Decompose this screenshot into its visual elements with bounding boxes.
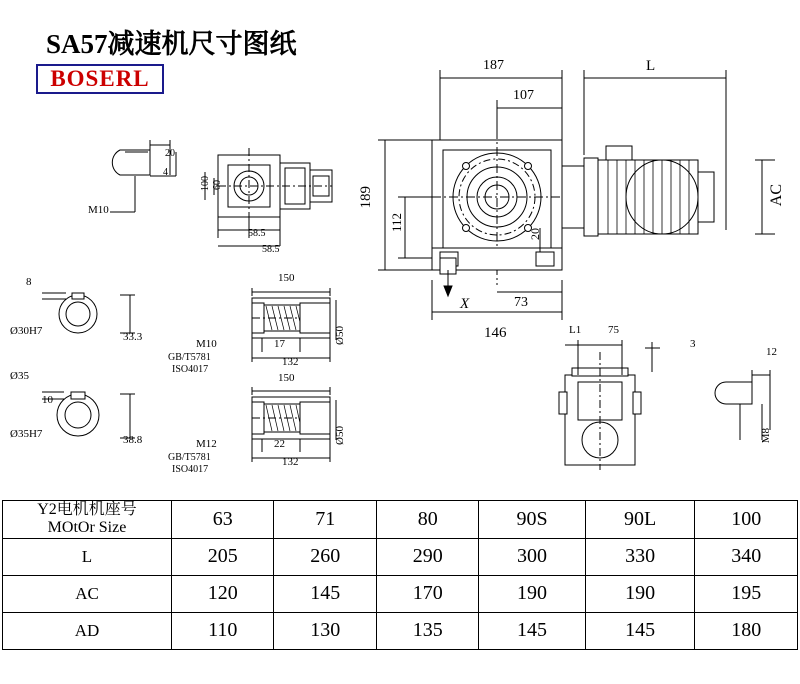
cell: 330 <box>585 538 695 575</box>
dim-100: 100 <box>200 176 211 191</box>
cell: 110 <box>172 612 274 649</box>
cell: 100 <box>695 501 798 539</box>
dim-d35h7: Ø35H7 <box>10 428 43 440</box>
std-iso4017-lower: ISO4017 <box>172 464 209 475</box>
std-iso4017-upper: ISO4017 <box>172 364 209 375</box>
dim-20-key: 20 <box>165 148 175 159</box>
label-m10-upper: M10 <box>196 338 217 350</box>
dim-4-key: 4 <box>163 167 168 178</box>
cell: 205 <box>172 538 274 575</box>
row-header-line2: MOtOr Size <box>47 519 127 537</box>
cell: 135 <box>376 612 478 649</box>
row-header-l: L <box>3 538 172 575</box>
cell: 130 <box>274 612 376 649</box>
dim-17: 17 <box>274 338 285 350</box>
dim-585-b: 58.5 <box>262 244 280 255</box>
spec-table <box>2 500 798 650</box>
dim-150-lower: 150 <box>278 372 295 384</box>
dim-AC: AC <box>768 184 785 207</box>
dim-10: 10 <box>42 394 53 406</box>
cell: 190 <box>585 575 695 612</box>
cell: 145 <box>479 612 585 649</box>
cell: 260 <box>274 538 376 575</box>
dim-132-lower: 132 <box>282 456 299 468</box>
std-gbt5781-lower: GB/T5781 <box>168 452 211 463</box>
table-row <box>3 501 798 539</box>
row-header-motor-size <box>3 501 172 539</box>
dim-75: 75 <box>608 324 619 336</box>
table-row <box>3 575 798 612</box>
cell: 290 <box>376 538 478 575</box>
dim-107: 107 <box>513 88 534 103</box>
row-header-ac: AC <box>3 575 172 612</box>
dim-22: 22 <box>274 438 285 450</box>
dim-d30h7: Ø30H7 <box>10 325 43 337</box>
label-m10-key: M10 <box>88 204 109 216</box>
cell: 180 <box>695 612 798 649</box>
cell: 63 <box>172 501 274 539</box>
marker-x: X <box>460 296 470 312</box>
cell: 190 <box>479 575 585 612</box>
cell: 71 <box>274 501 376 539</box>
dim-L1: L1 <box>569 324 582 336</box>
dim-d35: Ø35 <box>10 370 29 382</box>
dim-12: 12 <box>766 346 777 358</box>
cell: 90L <box>585 501 695 539</box>
dim-146: 146 <box>484 325 507 341</box>
dim-60: 60 <box>212 180 223 190</box>
dim-73: 73 <box>514 295 528 310</box>
brand-logo: BOSERL <box>50 66 150 91</box>
row-header-ad: AD <box>3 612 172 649</box>
table-row <box>3 538 798 575</box>
dim-8: 8 <box>26 276 32 288</box>
dim-3: 3 <box>690 338 696 350</box>
dim-388: 38.8 <box>123 434 143 446</box>
std-gbt5781-upper: GB/T5781 <box>168 352 211 363</box>
cell: 195 <box>695 575 798 612</box>
dim-585-a: 58.5 <box>248 228 266 239</box>
label-m12-lower: M12 <box>196 438 217 450</box>
page-title: SA57减速机尺寸图纸 <box>46 29 297 59</box>
dim-d50-upper: Ø50 <box>334 326 346 345</box>
dim-20-body: 20 <box>528 228 542 240</box>
dim-d50-lower: Ø50 <box>334 426 346 445</box>
cell: 300 <box>479 538 585 575</box>
dim-132-upper: 132 <box>282 356 299 368</box>
dim-187: 187 <box>483 58 504 73</box>
dim-112: 112 <box>389 213 404 233</box>
dim-L: L <box>646 58 656 74</box>
dim-189: 189 <box>358 186 374 209</box>
cell: 145 <box>585 612 695 649</box>
dim-333: 33.3 <box>123 331 143 343</box>
cell: 90S <box>479 501 585 539</box>
cell: 80 <box>376 501 478 539</box>
dim-150-upper: 150 <box>278 272 295 284</box>
cell: 170 <box>376 575 478 612</box>
table-row <box>3 612 798 649</box>
row-header-line1: Y2电机机座号 <box>37 501 137 518</box>
cell: 145 <box>274 575 376 612</box>
cell: 120 <box>172 575 274 612</box>
dim-M8: M8 <box>760 428 772 444</box>
cell: 340 <box>695 538 798 575</box>
